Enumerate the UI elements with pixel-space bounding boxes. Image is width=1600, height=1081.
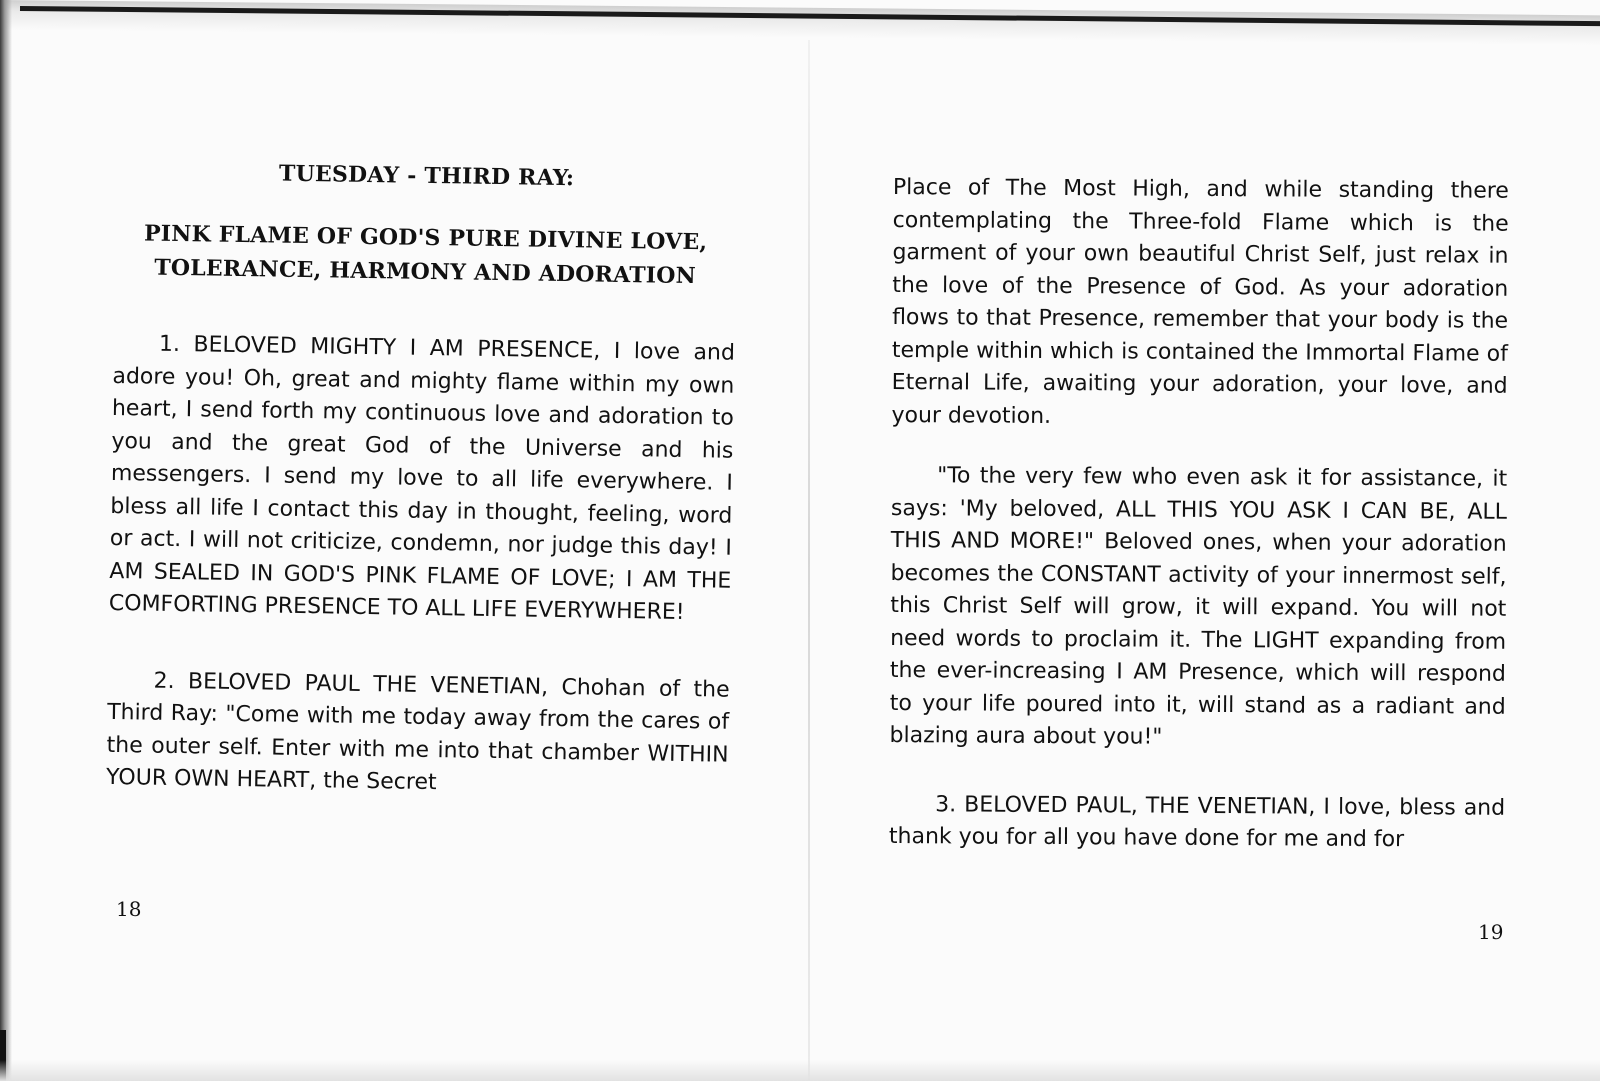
scan-bottom-shadow [0, 1060, 1600, 1081]
page-number-left: 18 [116, 897, 142, 921]
decree-paragraph-3: 3. BELOVED PAUL, THE VENETIAN, I love, bless and thank you for all you have done for me and for [888, 791, 1506, 853]
right-page [889, 172, 1509, 857]
book-gutter [808, 40, 810, 1081]
decree-paragraph-2: 2. BELOVED PAUL THE VENETIAN, Chohan of the Third Ray: "Come with me today away from the cares of the outer self. Enter with me into that chamber WITHIN YOUR OWN HEART, the Secret [105, 668, 730, 796]
scan-left-edge [0, 0, 12, 1081]
decree-paragraph-1: 1. BELOVED MIGHTY I AM PRESENCE, I love and adore you! Oh, great and mighty flame within my own heart, I send forth my continuous love and adoration to you and the great God of the Universe and his messengers. I send my love to all life everywhere. I bless all life I contact this day in thought, feeling, word or act. I will not criticize, condemn, nor judge this day! I AM SEALED IN GOD'S PINK FLAME OF LOVE; I AM THE COMFORTING PRESENCE TO ALL LIFE EVERYWHERE! [108, 331, 736, 625]
page-number-right: 19 [1478, 920, 1504, 944]
continued-paragraph: Place of The Most High, and while standing there contemplating the Three-fold Flame which is the garment of your own beautiful Christ Self, just relax in the love of the Presence of God. As your adoration flows to that Presence, remember that your body is the temple within which is contained the Immortal Flame of Eternal Life, awaiting your adoration, your love, and your devotion. [891, 174, 1509, 429]
flame-title: PINK FLAME OF GOD'S PURE DIVINE LOVE, TOLERANCE, HARMONY AND ADORATION [143, 220, 708, 290]
day-heading: TUESDAY - THIRD RAY: [278, 160, 575, 192]
left-page [106, 150, 738, 804]
quote-paragraph: "To the very few who even ask it for assistance, it says: 'My beloved, ALL THIS YOU ASK I CAN BE, ALL THIS AND MORE!" Beloved ones, when your adoration becomes the CONSTANT activity of your innermost self, this Christ Self will grow, it will expand. You will not need words to proclaim it. The LIGHT expanding from the ever-increasing I AM Presence, which will respond to your life poured into it, will stand as a radiant and blazing aura about you!" [889, 463, 1508, 750]
